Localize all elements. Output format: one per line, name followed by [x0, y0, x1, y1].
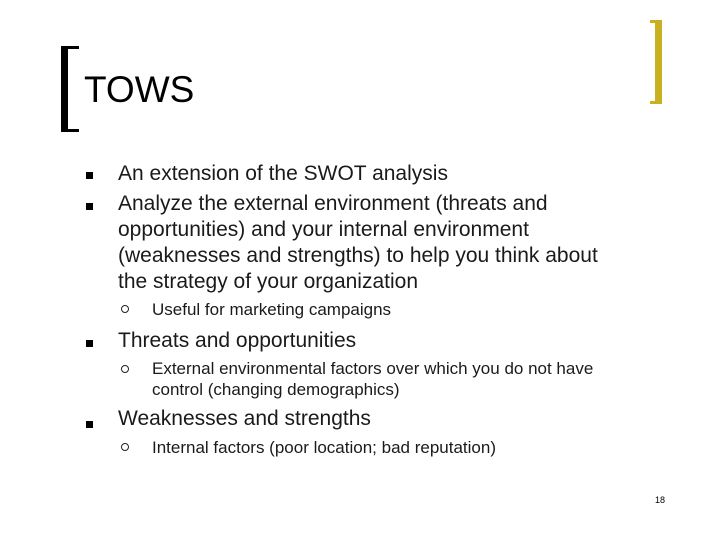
square-bullet-icon: [86, 203, 93, 210]
left-bracket-bottom: [61, 129, 79, 132]
bullet-text: An extension of the SWOT analysis: [118, 162, 448, 185]
square-bullet-icon: [86, 421, 93, 428]
square-bullet-icon: [86, 172, 93, 179]
bullet-text: Threats and opportunities: [118, 329, 357, 352]
right-bracket-bottom: [650, 101, 662, 104]
square-bullet-icon: [86, 340, 93, 347]
bullet-text: the strategy of your organization: [118, 270, 419, 293]
sub-bullet-text: control (changing demographics): [152, 380, 400, 399]
left-bracket-top: [61, 46, 79, 49]
bullet-text: opportunities) and your internal environment: [118, 218, 529, 241]
slide-title: TOWS: [84, 69, 195, 110]
circle-bullet-icon: [121, 305, 129, 313]
sub-bullet-text: External environmental factors over which you do not have: [152, 359, 594, 378]
right-bracket-decoration: [655, 20, 662, 104]
bullet-text: Analyze the external environment (threats and: [118, 192, 548, 215]
bullet-text: (weaknesses and strengths) to help you think about: [118, 244, 598, 267]
sub-bullet-text: Internal factors (poor location; bad reputation): [152, 438, 496, 457]
bullet-text: Weaknesses and strengths: [118, 407, 371, 430]
sub-bullet-text: Useful for marketing campaigns: [152, 300, 392, 319]
page-number: 18: [655, 495, 666, 505]
circle-bullet-icon: [121, 365, 129, 373]
left-bracket-decoration: [61, 46, 68, 132]
right-bracket-top: [650, 20, 662, 23]
circle-bullet-icon: [121, 443, 129, 451]
